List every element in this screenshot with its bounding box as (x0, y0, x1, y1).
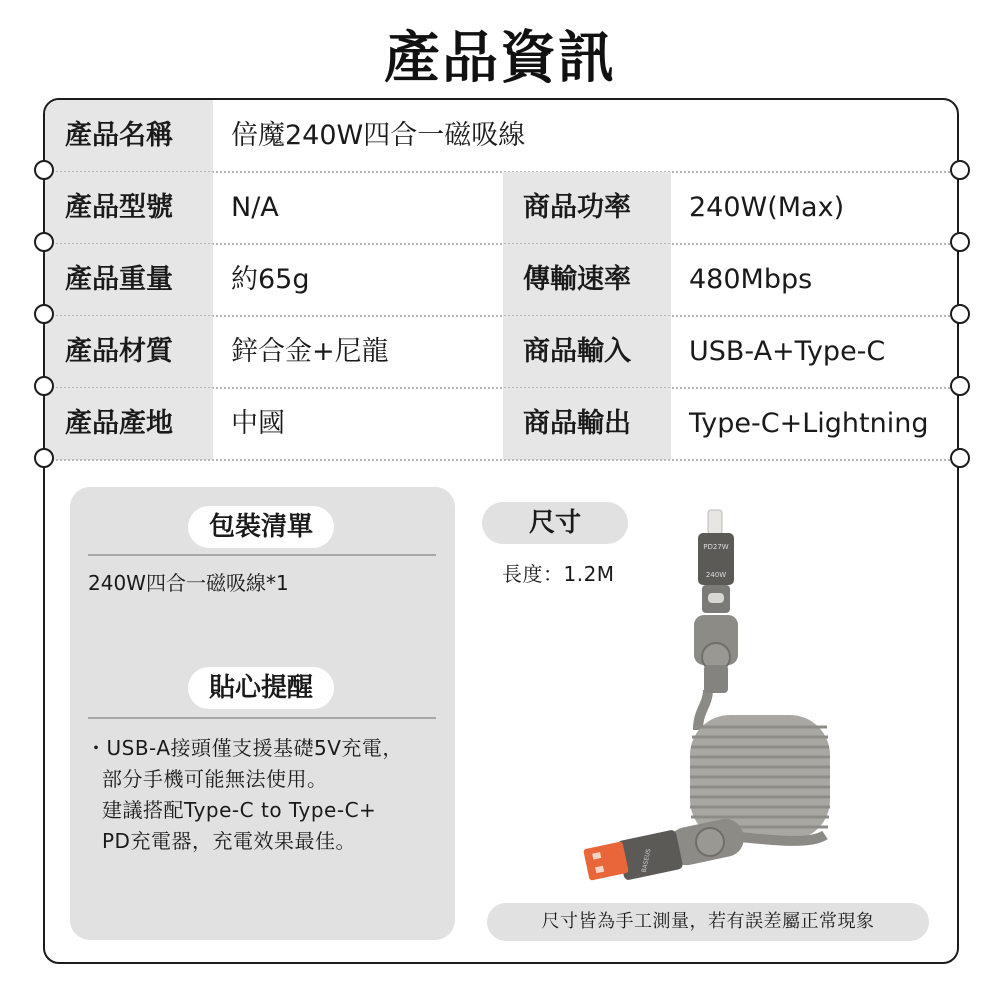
info-panel (70, 487, 455, 940)
page-title: 產品資訊 (384, 26, 616, 91)
spec-row-weight (45, 244, 957, 316)
input-value: USB-A+Type-C (689, 336, 886, 367)
name-label: 產品名稱 (45, 100, 213, 172)
notch-right (950, 448, 970, 468)
speed-label: 傳輸速率 (503, 244, 671, 316)
power-label: 商品功率 (503, 172, 671, 244)
origin-value: 中國 (231, 408, 285, 439)
power-value: 240W(Max) (689, 192, 845, 223)
notch-left (34, 232, 54, 252)
tip-line: 建議搭配Type-C to Type-C+ (102, 798, 377, 822)
weight-value: 約65g (231, 264, 310, 295)
notch-left (34, 448, 54, 468)
typec-connector-top (694, 615, 738, 693)
notch-right (950, 304, 970, 324)
notch-right (950, 376, 970, 396)
spec-row-origin (45, 388, 957, 460)
weight-label: 產品重量 (45, 244, 213, 316)
size-heading: 尺寸 (482, 502, 628, 544)
row-divider (45, 459, 957, 461)
cable-coil (690, 690, 830, 840)
size-length: 長度：1.2M (502, 562, 615, 586)
lightning-connector (698, 510, 734, 613)
divider (88, 554, 436, 556)
notch-right (950, 232, 970, 252)
model-label: 產品型號 (45, 172, 213, 244)
tips-heading: 貼心提醒 (188, 667, 334, 709)
tip-line: ・USB-A接頭僅支援基礎5V充電， (86, 736, 403, 760)
notch-right (950, 160, 970, 180)
input-label: 商品輸入 (503, 316, 671, 388)
connector-label: 240W (705, 571, 727, 579)
notch-left (34, 376, 54, 396)
tip-line: PD充電器，充電效果最佳。 (102, 829, 356, 853)
name-value: 倍魔240W四合一磁吸線 (231, 120, 526, 151)
origin-label: 產品產地 (45, 388, 213, 460)
material-label: 產品材質 (45, 316, 213, 388)
output-label: 商品輸出 (503, 388, 671, 460)
tip-line: 部分手機可能無法使用。 (102, 767, 328, 791)
tips-text (86, 733, 403, 857)
model-value: N/A (231, 192, 279, 223)
spec-row-model (45, 172, 957, 244)
notch-left (34, 160, 54, 180)
notch-left (34, 304, 54, 324)
divider (88, 717, 436, 719)
connector-label: PD27W (703, 543, 729, 551)
package-item: 240W四合一磁吸線*1 (88, 571, 289, 595)
package-heading: 包裝清單 (188, 506, 334, 548)
spec-row-name (45, 100, 957, 172)
material-value: 鋅合金+尼龍 (231, 336, 389, 367)
speed-value: 480Mbps (689, 264, 813, 295)
cable-product-image (580, 505, 860, 895)
usb-label: BASEUS (640, 848, 653, 874)
size-note: 尺寸皆為手工測量，若有誤差屬正常現象 (487, 903, 929, 941)
output-value: Type-C+Lightning (689, 408, 929, 439)
spec-row-material (45, 316, 957, 388)
